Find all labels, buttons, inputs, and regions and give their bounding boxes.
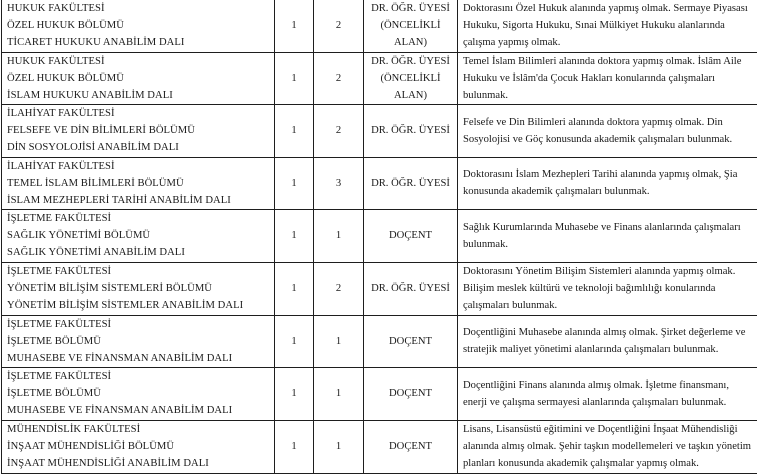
title-cell <box>364 52 458 105</box>
requirement-cell: Felsefe ve Din Bilimleri alanında doktora yapmış olmak. Din Sosyolojisi ve Göç konusunda akademik çalışmaları bulunmak. <box>458 105 757 158</box>
title-line: (ÖNCELİKLİ <box>364 70 457 87</box>
title-cell <box>364 315 458 368</box>
position-count-cell: 2 <box>314 105 364 158</box>
title-line: DOÇENT <box>364 227 457 244</box>
title-line: DOÇENT <box>364 385 457 402</box>
unit-cell <box>2 210 275 263</box>
department-name: YÖNETİM BİLİŞİM SİSTEMLERİ BÖLÜMÜ <box>7 280 274 297</box>
division-name: İSLAM MEZHEPLERİ TARİHİ ANABİLİM DALI <box>7 192 274 209</box>
unit-cell <box>2 52 275 105</box>
position-count-cell: 1 <box>314 368 364 421</box>
unit-cell <box>2 368 275 421</box>
title-cell <box>364 105 458 158</box>
title-cell <box>364 210 458 263</box>
faculty-positions-table <box>1 0 757 474</box>
department-name: FELSEFE VE DİN BİLİMLERİ BÖLÜMÜ <box>7 122 274 139</box>
requirement-cell: Doçentliğini Finans alanında almış olmak. İşletme finansmanı, enerji ve çalışma sermayesi alanlarında çalışmaları bulunmak. <box>458 368 757 421</box>
title-cell <box>364 0 458 52</box>
requirement-cell: Temel İslam Bilimleri alanında doktora yapmış olmak. İslâm Aile Hukuku ve İslâm'da Çocuk Hakları konularında çalışmaları bulunmak. <box>458 52 757 105</box>
faculty-name: İŞLETME FAKÜLTESİ <box>7 368 274 385</box>
count-cell: 1 <box>275 210 314 263</box>
title-cell <box>364 157 458 210</box>
division-name: MUHASEBE VE FİNANSMAN ANABİLİM DALI <box>7 350 274 367</box>
requirement-cell: Doktorasını Özel Hukuk alanında yapmış olmak. Sermaye Piyasası Hukuku, Sigorta Hukuku, Sınai Mülkiyet Hukuku alanlarında çalışma yapmış olmak. <box>458 0 757 52</box>
faculty-name: MÜHENDİSLİK FAKÜLTESİ <box>7 421 274 438</box>
position-count-cell: 1 <box>314 420 364 473</box>
table-row <box>2 368 757 421</box>
unit-cell <box>2 0 275 52</box>
count-cell: 1 <box>275 315 314 368</box>
department-name: İNŞAAT MÜHENDİSLİĞİ BÖLÜMÜ <box>7 438 274 455</box>
department-name: TEMEL İSLAM BİLİMLERİ BÖLÜMÜ <box>7 175 274 192</box>
faculty-name: HUKUK FAKÜLTESİ <box>7 53 274 70</box>
requirement-cell: Doçentliğini Muhasebe alanında almış olmak. Şirket değerleme ve stratejik maliyet yönetimi alanlarında çalışmaları bulunmak. <box>458 315 757 368</box>
title-line: DOÇENT <box>364 438 457 455</box>
division-name: TİCARET HUKUKU ANABİLİM DALI <box>7 34 274 51</box>
faculty-name: İLAHİYAT FAKÜLTESİ <box>7 158 274 175</box>
table-row <box>2 262 757 315</box>
title-cell <box>364 420 458 473</box>
faculty-name: İLAHİYAT FAKÜLTESİ <box>7 105 274 122</box>
faculty-name: İŞLETME FAKÜLTESİ <box>7 263 274 280</box>
department-name: ÖZEL HUKUK BÖLÜMÜ <box>7 70 274 87</box>
division-name: İSLAM HUKUKU ANABİLİM DALI <box>7 87 274 104</box>
count-cell: 1 <box>275 157 314 210</box>
table-row <box>2 157 757 210</box>
unit-cell <box>2 262 275 315</box>
department-name: İŞLETME BÖLÜMÜ <box>7 385 274 402</box>
division-name: DİN SOSYOLOJİSİ ANABİLİM DALI <box>7 139 274 156</box>
faculty-name: İŞLETME FAKÜLTESİ <box>7 210 274 227</box>
requirement-cell: Lisans, Lisansüstü eğitimini ve Doçentliğini İnşaat Mühendisliği alanında almış olmak. Şehir taşkın modellemeleri ve taşkın yönetim planları konusunda akademik çalışmalar yapmış olmak. <box>458 420 757 473</box>
title-cell <box>364 262 458 315</box>
title-line: DOÇENT <box>364 333 457 350</box>
position-count-cell: 1 <box>314 210 364 263</box>
position-count-cell: 2 <box>314 262 364 315</box>
position-count-cell: 1 <box>314 315 364 368</box>
title-line: DR. ÖĞR. ÜYESİ <box>364 122 457 139</box>
table-row <box>2 420 757 473</box>
title-line: (ÖNCELİKLİ <box>364 17 457 34</box>
table-row <box>2 315 757 368</box>
title-line: ALAN) <box>364 87 457 104</box>
title-line: DR. ÖĞR. ÜYESİ <box>364 175 457 192</box>
unit-cell <box>2 315 275 368</box>
faculty-name: İŞLETME FAKÜLTESİ <box>7 316 274 333</box>
title-line: DR. ÖĞR. ÜYESİ <box>364 0 457 17</box>
requirement-cell: Doktorasını Yönetim Bilişim Sistemleri alanında yapmış olmak. Bilişim meslek kültürü ve teknoloji bağımlılığı konularında çalışmaları bulunmak. <box>458 262 757 315</box>
count-cell: 1 <box>275 420 314 473</box>
count-cell: 1 <box>275 105 314 158</box>
division-name: YÖNETİM BİLİŞİM SİSTEMLER ANABİLİM DALI <box>7 297 274 314</box>
division-name: MUHASEBE VE FİNANSMAN ANABİLİM DALI <box>7 402 274 419</box>
division-name: İNŞAAT MÜHENDİSLİĞİ ANABİLİM DALI <box>7 455 274 472</box>
unit-cell <box>2 105 275 158</box>
position-count-cell: 3 <box>314 157 364 210</box>
table-row <box>2 52 757 105</box>
unit-cell <box>2 420 275 473</box>
count-cell: 1 <box>275 368 314 421</box>
department-name: İŞLETME BÖLÜMÜ <box>7 333 274 350</box>
count-cell: 1 <box>275 52 314 105</box>
department-name: ÖZEL HUKUK BÖLÜMÜ <box>7 17 274 34</box>
table-row <box>2 210 757 263</box>
count-cell: 1 <box>275 262 314 315</box>
table-row <box>2 0 757 52</box>
table-row <box>2 105 757 158</box>
title-line: ALAN) <box>364 34 457 51</box>
department-name: SAĞLIK YÖNETİMİ BÖLÜMÜ <box>7 227 274 244</box>
title-cell <box>364 368 458 421</box>
requirement-cell: Doktorasını İslam Mezhepleri Tarihi alanında yapmış olmak, Şia konusunda akademik çalışmaları bulunmak. <box>458 157 757 210</box>
position-count-cell: 2 <box>314 52 364 105</box>
title-line: DR. ÖĞR. ÜYESİ <box>364 53 457 70</box>
title-line: DR. ÖĞR. ÜYESİ <box>364 280 457 297</box>
requirement-cell: Sağlık Kurumlarında Muhasebe ve Finans alanlarında çalışmaları bulunmak. <box>458 210 757 263</box>
unit-cell <box>2 157 275 210</box>
faculty-name: HUKUK FAKÜLTESİ <box>7 0 274 17</box>
count-cell: 1 <box>275 0 314 52</box>
position-count-cell: 2 <box>314 0 364 52</box>
division-name: SAĞLIK YÖNETİMİ ANABİLİM DALI <box>7 244 274 261</box>
